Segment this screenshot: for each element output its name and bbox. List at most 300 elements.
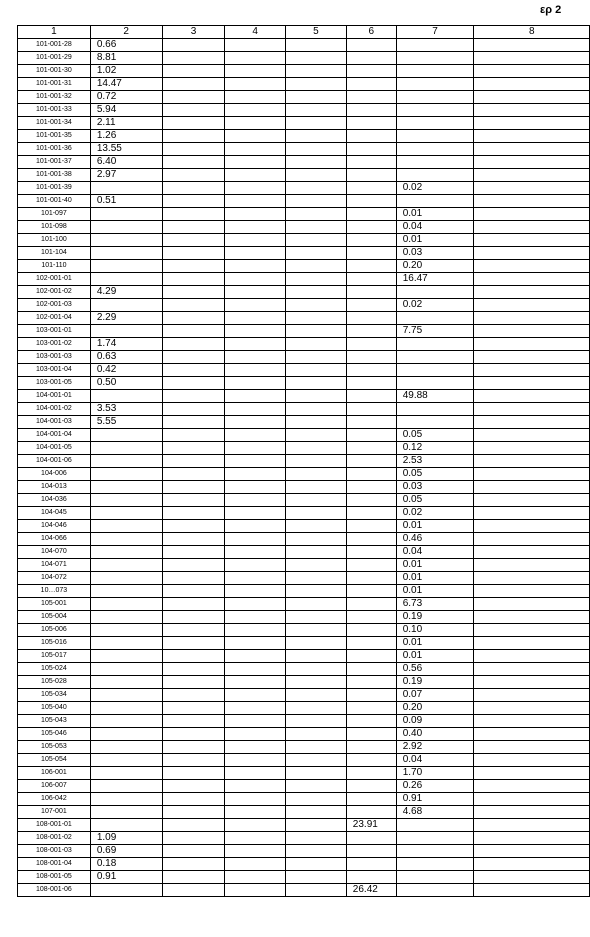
row-code-cell: 101-001-28 xyxy=(18,39,91,52)
value-cell-col8 xyxy=(474,689,590,702)
value-cell-col7 xyxy=(396,39,474,52)
value-cell-col5 xyxy=(286,260,347,273)
row-code-cell: 108-001-03 xyxy=(18,845,91,858)
value-cell-col4 xyxy=(225,728,286,741)
value-cell-col2: 0.72 xyxy=(90,91,162,104)
value-cell-col8 xyxy=(474,221,590,234)
column-header-4: 4 xyxy=(225,26,286,39)
value-cell-col3 xyxy=(162,403,225,416)
value-cell-col3 xyxy=(162,169,225,182)
row-code-cell: 104-006 xyxy=(18,468,91,481)
value-cell-col2 xyxy=(90,481,162,494)
value-cell-col6: 23.91 xyxy=(346,819,396,832)
table-row xyxy=(18,754,590,767)
table-row xyxy=(18,624,590,637)
value-cell-col6 xyxy=(346,208,396,221)
value-cell-col3 xyxy=(162,676,225,689)
value-cell-col6 xyxy=(346,806,396,819)
value-cell-col5 xyxy=(286,546,347,559)
value-cell-col5 xyxy=(286,845,347,858)
row-code-cell: 105-017 xyxy=(18,650,91,663)
table-row xyxy=(18,143,590,156)
value-cell-col6 xyxy=(346,637,396,650)
value-cell-col8 xyxy=(474,312,590,325)
value-cell-col6 xyxy=(346,104,396,117)
value-cell-col4 xyxy=(225,533,286,546)
value-cell-col3 xyxy=(162,767,225,780)
value-cell-col7 xyxy=(396,845,474,858)
value-cell-col4 xyxy=(225,247,286,260)
value-cell-col7: 0.12 xyxy=(396,442,474,455)
table-row xyxy=(18,767,590,780)
table-row xyxy=(18,208,590,221)
value-cell-col3 xyxy=(162,429,225,442)
value-cell-col3 xyxy=(162,806,225,819)
value-cell-col5 xyxy=(286,325,347,338)
value-cell-col2 xyxy=(90,689,162,702)
row-code-cell: 104-001-06 xyxy=(18,455,91,468)
value-cell-col2 xyxy=(90,624,162,637)
table-body xyxy=(18,26,590,897)
value-cell-col6 xyxy=(346,858,396,871)
value-cell-col5 xyxy=(286,52,347,65)
value-cell-col8 xyxy=(474,455,590,468)
table-row xyxy=(18,273,590,286)
table-row xyxy=(18,169,590,182)
table-row xyxy=(18,715,590,728)
value-cell-col2: 5.94 xyxy=(90,104,162,117)
value-cell-col5 xyxy=(286,585,347,598)
row-code-cell: 103-001-04 xyxy=(18,364,91,377)
value-cell-col5 xyxy=(286,364,347,377)
value-cell-col2: 0.66 xyxy=(90,39,162,52)
table-row xyxy=(18,481,590,494)
value-cell-col6 xyxy=(346,429,396,442)
value-cell-col6 xyxy=(346,390,396,403)
value-cell-col6 xyxy=(346,221,396,234)
value-cell-col2: 1.09 xyxy=(90,832,162,845)
value-cell-col2: 14.47 xyxy=(90,78,162,91)
table-row xyxy=(18,689,590,702)
value-cell-col7 xyxy=(396,156,474,169)
value-cell-col2 xyxy=(90,234,162,247)
value-cell-col2 xyxy=(90,455,162,468)
value-cell-col3 xyxy=(162,819,225,832)
value-cell-col6 xyxy=(346,572,396,585)
value-cell-col7 xyxy=(396,130,474,143)
table-row xyxy=(18,104,590,117)
value-cell-col6 xyxy=(346,468,396,481)
table-row xyxy=(18,676,590,689)
value-cell-col6 xyxy=(346,481,396,494)
value-cell-col6 xyxy=(346,520,396,533)
value-cell-col3 xyxy=(162,689,225,702)
value-cell-col2 xyxy=(90,663,162,676)
row-code-cell: 103-001-05 xyxy=(18,377,91,390)
value-cell-col7: 0.01 xyxy=(396,208,474,221)
value-cell-col7 xyxy=(396,286,474,299)
row-code-cell: 104-001-02 xyxy=(18,403,91,416)
value-cell-col5 xyxy=(286,182,347,195)
value-cell-col4 xyxy=(225,416,286,429)
value-cell-col7: 0.05 xyxy=(396,468,474,481)
value-cell-col5 xyxy=(286,208,347,221)
value-cell-col8 xyxy=(474,169,590,182)
value-cell-col5 xyxy=(286,624,347,637)
value-cell-col2 xyxy=(90,598,162,611)
value-cell-col8 xyxy=(474,780,590,793)
value-cell-col4 xyxy=(225,884,286,897)
value-cell-col2 xyxy=(90,559,162,572)
value-cell-col8 xyxy=(474,507,590,520)
value-cell-col5 xyxy=(286,104,347,117)
table-row xyxy=(18,351,590,364)
value-cell-col6 xyxy=(346,312,396,325)
value-cell-col3 xyxy=(162,195,225,208)
row-code-cell: 101-097 xyxy=(18,208,91,221)
table-row xyxy=(18,780,590,793)
value-cell-col5 xyxy=(286,728,347,741)
column-header-7: 7 xyxy=(396,26,474,39)
value-cell-col8 xyxy=(474,819,590,832)
value-cell-col4 xyxy=(225,377,286,390)
value-cell-col4 xyxy=(225,481,286,494)
value-cell-col3 xyxy=(162,338,225,351)
value-cell-col4 xyxy=(225,507,286,520)
table-row xyxy=(18,468,590,481)
value-cell-col3 xyxy=(162,312,225,325)
value-cell-col3 xyxy=(162,871,225,884)
value-cell-col4 xyxy=(225,429,286,442)
value-cell-col3 xyxy=(162,845,225,858)
value-cell-col6 xyxy=(346,598,396,611)
value-cell-col6 xyxy=(346,91,396,104)
value-cell-col4 xyxy=(225,221,286,234)
table-row xyxy=(18,364,590,377)
value-cell-col7: 2.92 xyxy=(396,741,474,754)
value-cell-col6 xyxy=(346,416,396,429)
table-row xyxy=(18,429,590,442)
value-cell-col6 xyxy=(346,286,396,299)
value-cell-col5 xyxy=(286,286,347,299)
value-cell-col3 xyxy=(162,546,225,559)
row-code-cell: 104-072 xyxy=(18,572,91,585)
value-cell-col2 xyxy=(90,884,162,897)
value-cell-col2 xyxy=(90,533,162,546)
value-cell-col6 xyxy=(346,247,396,260)
table-row xyxy=(18,572,590,585)
value-cell-col5 xyxy=(286,130,347,143)
value-cell-col8 xyxy=(474,481,590,494)
value-cell-col8 xyxy=(474,416,590,429)
value-cell-col2: 8.81 xyxy=(90,52,162,65)
row-code-cell: 101-001-31 xyxy=(18,78,91,91)
table-row xyxy=(18,442,590,455)
value-cell-col7: 4.68 xyxy=(396,806,474,819)
value-cell-col5 xyxy=(286,832,347,845)
value-cell-col8 xyxy=(474,845,590,858)
column-header-6: 6 xyxy=(346,26,396,39)
value-cell-col3 xyxy=(162,364,225,377)
table-row xyxy=(18,39,590,52)
value-cell-col6 xyxy=(346,117,396,130)
value-cell-col4 xyxy=(225,676,286,689)
value-cell-col7: 0.01 xyxy=(396,650,474,663)
value-cell-col4 xyxy=(225,559,286,572)
value-cell-col8 xyxy=(474,260,590,273)
value-cell-col7: 0.02 xyxy=(396,182,474,195)
value-cell-col5 xyxy=(286,169,347,182)
value-cell-col6 xyxy=(346,169,396,182)
value-cell-col7 xyxy=(396,65,474,78)
value-cell-col5 xyxy=(286,143,347,156)
value-cell-col3 xyxy=(162,572,225,585)
value-cell-col4 xyxy=(225,156,286,169)
value-cell-col5 xyxy=(286,91,347,104)
value-cell-col4 xyxy=(225,78,286,91)
value-cell-col2 xyxy=(90,806,162,819)
value-cell-col2 xyxy=(90,767,162,780)
value-cell-col2 xyxy=(90,741,162,754)
value-cell-col6 xyxy=(346,156,396,169)
table-row xyxy=(18,793,590,806)
row-code-cell: 102-001-03 xyxy=(18,299,91,312)
value-cell-col8 xyxy=(474,793,590,806)
row-code-cell: 101-001-30 xyxy=(18,65,91,78)
value-cell-col2 xyxy=(90,442,162,455)
value-cell-col4 xyxy=(225,650,286,663)
value-cell-col7 xyxy=(396,403,474,416)
value-cell-col7: 0.02 xyxy=(396,299,474,312)
value-cell-col5 xyxy=(286,871,347,884)
value-cell-col3 xyxy=(162,156,225,169)
row-code-cell: 105-040 xyxy=(18,702,91,715)
table-row xyxy=(18,260,590,273)
table-row xyxy=(18,858,590,871)
value-cell-col7 xyxy=(396,377,474,390)
value-cell-col2 xyxy=(90,819,162,832)
value-cell-col8 xyxy=(474,247,590,260)
value-cell-col2: 0.50 xyxy=(90,377,162,390)
row-code-cell: 101-001-33 xyxy=(18,104,91,117)
value-cell-col8 xyxy=(474,728,590,741)
row-code-cell: 102-001-01 xyxy=(18,273,91,286)
value-cell-col6 xyxy=(346,754,396,767)
value-cell-col6 xyxy=(346,494,396,507)
value-cell-col2 xyxy=(90,507,162,520)
value-cell-col8 xyxy=(474,442,590,455)
value-cell-col3 xyxy=(162,507,225,520)
value-cell-col2 xyxy=(90,650,162,663)
value-cell-col4 xyxy=(225,702,286,715)
row-code-cell: 108-001-06 xyxy=(18,884,91,897)
value-cell-col8 xyxy=(474,390,590,403)
value-cell-col5 xyxy=(286,156,347,169)
value-cell-col5 xyxy=(286,416,347,429)
value-cell-col2: 5.55 xyxy=(90,416,162,429)
value-cell-col4 xyxy=(225,845,286,858)
value-cell-col4 xyxy=(225,819,286,832)
value-cell-col3 xyxy=(162,481,225,494)
row-code-cell: 101-001-32 xyxy=(18,91,91,104)
value-cell-col7: 0.19 xyxy=(396,676,474,689)
value-cell-col2: 4.29 xyxy=(90,286,162,299)
value-cell-col6 xyxy=(346,377,396,390)
table-row xyxy=(18,91,590,104)
value-cell-col8 xyxy=(474,208,590,221)
value-cell-col7 xyxy=(396,104,474,117)
value-cell-col6 xyxy=(346,39,396,52)
value-cell-col8 xyxy=(474,598,590,611)
value-cell-col6 xyxy=(346,663,396,676)
value-cell-col8 xyxy=(474,52,590,65)
value-cell-col2 xyxy=(90,182,162,195)
value-cell-col5 xyxy=(286,858,347,871)
value-cell-col7: 0.05 xyxy=(396,429,474,442)
column-header-5: 5 xyxy=(286,26,347,39)
row-code-cell: 104-036 xyxy=(18,494,91,507)
value-cell-col5 xyxy=(286,663,347,676)
value-cell-col4 xyxy=(225,858,286,871)
row-code-cell: 101-104 xyxy=(18,247,91,260)
value-cell-col8 xyxy=(474,741,590,754)
value-cell-col2 xyxy=(90,208,162,221)
row-code-cell: 101-110 xyxy=(18,260,91,273)
value-cell-col2 xyxy=(90,728,162,741)
value-cell-col4 xyxy=(225,793,286,806)
table-row xyxy=(18,741,590,754)
value-cell-col8 xyxy=(474,377,590,390)
row-code-cell: 104-045 xyxy=(18,507,91,520)
value-cell-col2: 1.74 xyxy=(90,338,162,351)
value-cell-col7 xyxy=(396,52,474,65)
value-cell-col8 xyxy=(474,78,590,91)
value-cell-col6 xyxy=(346,351,396,364)
value-cell-col4 xyxy=(225,351,286,364)
value-cell-col5 xyxy=(286,689,347,702)
table-row xyxy=(18,390,590,403)
value-cell-col7 xyxy=(396,884,474,897)
value-cell-col2 xyxy=(90,676,162,689)
value-cell-col3 xyxy=(162,247,225,260)
row-code-cell: 105-043 xyxy=(18,715,91,728)
value-cell-col8 xyxy=(474,325,590,338)
value-cell-col2 xyxy=(90,429,162,442)
value-cell-col7 xyxy=(396,819,474,832)
row-code-cell: 101-001-39 xyxy=(18,182,91,195)
value-cell-col4 xyxy=(225,299,286,312)
row-code-cell: 101-100 xyxy=(18,234,91,247)
column-header-2: 2 xyxy=(90,26,162,39)
value-cell-col7: 0.04 xyxy=(396,221,474,234)
row-code-cell: 105-028 xyxy=(18,676,91,689)
value-cell-col5 xyxy=(286,780,347,793)
value-cell-col3 xyxy=(162,702,225,715)
row-code-cell: 105-001 xyxy=(18,598,91,611)
value-cell-col2 xyxy=(90,585,162,598)
value-cell-col5 xyxy=(286,390,347,403)
value-cell-col3 xyxy=(162,663,225,676)
value-cell-col3 xyxy=(162,884,225,897)
value-cell-col3 xyxy=(162,559,225,572)
value-cell-col6 xyxy=(346,689,396,702)
value-cell-col3 xyxy=(162,78,225,91)
value-cell-col7: 0.20 xyxy=(396,702,474,715)
table-row xyxy=(18,299,590,312)
value-cell-col7 xyxy=(396,416,474,429)
value-cell-col5 xyxy=(286,312,347,325)
value-cell-col2: 1.26 xyxy=(90,130,162,143)
value-cell-col8 xyxy=(474,338,590,351)
value-cell-col8 xyxy=(474,858,590,871)
value-cell-col3 xyxy=(162,741,225,754)
value-cell-col7: 0.02 xyxy=(396,507,474,520)
row-code-cell: 103-001-01 xyxy=(18,325,91,338)
value-cell-col6 xyxy=(346,273,396,286)
value-cell-col2 xyxy=(90,793,162,806)
value-cell-col4 xyxy=(225,689,286,702)
value-cell-col2 xyxy=(90,260,162,273)
row-code-cell: 101-001-29 xyxy=(18,52,91,65)
row-code-cell: 104-066 xyxy=(18,533,91,546)
value-cell-col4 xyxy=(225,832,286,845)
value-cell-col3 xyxy=(162,39,225,52)
value-cell-col8 xyxy=(474,624,590,637)
value-cell-col2 xyxy=(90,520,162,533)
value-cell-col7: 0.01 xyxy=(396,234,474,247)
value-cell-col4 xyxy=(225,572,286,585)
value-cell-col8 xyxy=(474,884,590,897)
value-cell-col5 xyxy=(286,78,347,91)
value-cell-col7: 0.19 xyxy=(396,611,474,624)
table-row xyxy=(18,338,590,351)
value-cell-col2: 6.40 xyxy=(90,156,162,169)
value-cell-col6 xyxy=(346,702,396,715)
value-cell-col8 xyxy=(474,156,590,169)
value-cell-col4 xyxy=(225,546,286,559)
value-cell-col3 xyxy=(162,442,225,455)
row-code-cell: 105-034 xyxy=(18,689,91,702)
value-cell-col8 xyxy=(474,637,590,650)
value-cell-col5 xyxy=(286,39,347,52)
value-cell-col6 xyxy=(346,52,396,65)
value-cell-col2: 3.53 xyxy=(90,403,162,416)
value-cell-col8 xyxy=(474,767,590,780)
value-cell-col3 xyxy=(162,780,225,793)
value-cell-col7: 0.01 xyxy=(396,572,474,585)
value-cell-col5 xyxy=(286,455,347,468)
row-code-cell: 10…073 xyxy=(18,585,91,598)
table-row xyxy=(18,195,590,208)
value-cell-col4 xyxy=(225,260,286,273)
row-code-cell: 104-001-03 xyxy=(18,416,91,429)
value-cell-col2 xyxy=(90,325,162,338)
value-cell-col4 xyxy=(225,195,286,208)
value-cell-col5 xyxy=(286,611,347,624)
value-cell-col6 xyxy=(346,741,396,754)
table-row xyxy=(18,377,590,390)
table-row xyxy=(18,78,590,91)
value-cell-col5 xyxy=(286,377,347,390)
value-cell-col8 xyxy=(474,143,590,156)
row-code-cell: 106-007 xyxy=(18,780,91,793)
value-cell-col6 xyxy=(346,728,396,741)
value-cell-col8 xyxy=(474,351,590,364)
value-cell-col2: 0.51 xyxy=(90,195,162,208)
value-cell-col2 xyxy=(90,754,162,767)
value-cell-col3 xyxy=(162,624,225,637)
value-cell-col3 xyxy=(162,299,225,312)
